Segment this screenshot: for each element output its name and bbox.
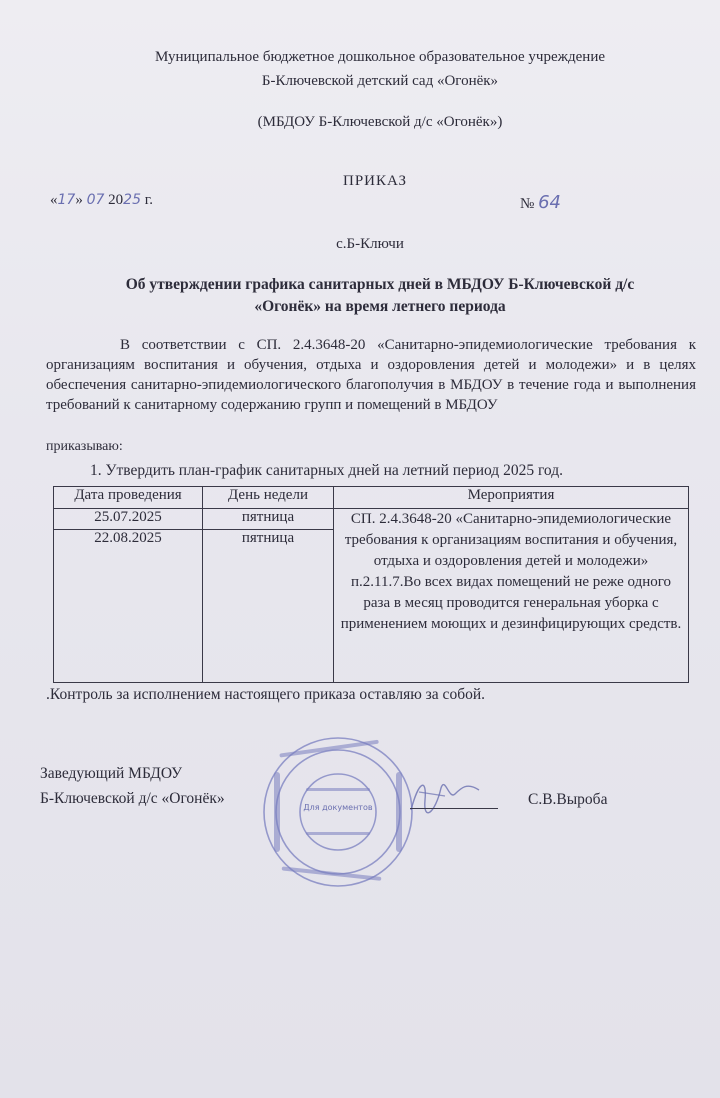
subject-line1: Об утверждении графика санитарных дней в МБДОУ Б-Ключевской д/с: [125, 276, 635, 293]
table-header-row: [54, 487, 689, 509]
activity-cell: СП. 2.4.3648-20 «Санитарно-эпидемиологические требования к организациям воспитания и обучения, отдыха и оздоровления детей и молодежи» п.2.11.7.Во всех видах помещений не реже одного раза в месяц проводится генеральная уборка с применением моющих и дезинфицирующих средств.: [334, 509, 689, 683]
row1-weekday: пятница: [203, 509, 334, 530]
official-stamp: [258, 732, 418, 892]
order-date-month: 07: [86, 192, 105, 208]
handwritten-signature: [405, 770, 485, 820]
preamble-paragraph: [46, 335, 696, 415]
row2-date: 22.08.2025: [54, 530, 203, 683]
preamble-text: В соответствии с СП. 2.4.3648-20 «Санитарно-эпидемиологические требования к организациям воспитания и обучения, отдыха и оздоровления детей и молодежи» и в целях обеспечения санитарно-эпидемиологического благополучия в МБДОУ в течение года и выполнения требований к санитарному содержанию групп и помещений в МБДОУ: [46, 337, 696, 413]
subject-line2: «Огонёк» на время летнего периода: [254, 298, 506, 315]
order-number: № 64: [520, 192, 561, 213]
control-statement: .Контроль за исполнением настоящего приказа оставляю за собой.: [46, 686, 485, 703]
order-date-year: 25: [123, 192, 141, 208]
stamp-text: Для документов: [303, 803, 373, 812]
table-header-activity: Мероприятия: [334, 487, 689, 509]
signatory-position-line2: Б-Ключевской д/с «Огонёк»: [40, 790, 225, 807]
signature-line: [410, 808, 498, 809]
order-word: приказываю:: [46, 439, 123, 454]
order-number-value: 64: [538, 192, 561, 213]
place-of-issue: с.Б-Ключи: [336, 236, 404, 252]
signatory-position-line1: Заведующий МБДОУ: [40, 765, 183, 782]
table-header-weekday: День недели: [203, 487, 334, 509]
row1-date: 25.07.2025: [54, 509, 203, 530]
order-date: «17» 07 2025 г.: [50, 192, 153, 208]
order-date-day: 17: [57, 192, 76, 208]
organization-name-line2: Б-Ключевской детский сад «Огонёк»: [261, 73, 499, 89]
table-header-date: Дата проведения: [54, 487, 203, 509]
row2-weekday: пятница: [203, 530, 334, 683]
organization-name-line1: Муниципальное бюджетное дошкольное образовательное учреждение: [155, 49, 605, 65]
order-item-1: 1. Утвердить план-график санитарных дней на летний период 2025 год.: [90, 462, 563, 479]
sanitary-days-table: [53, 486, 689, 683]
signatory-name: С.В.Выроба: [528, 791, 608, 808]
organization-short-name: (МБДОУ Б-Ключевской д/с «Огонёк»): [257, 114, 503, 130]
table-row: [54, 509, 689, 530]
document-title: ПРИКАЗ: [343, 173, 407, 189]
